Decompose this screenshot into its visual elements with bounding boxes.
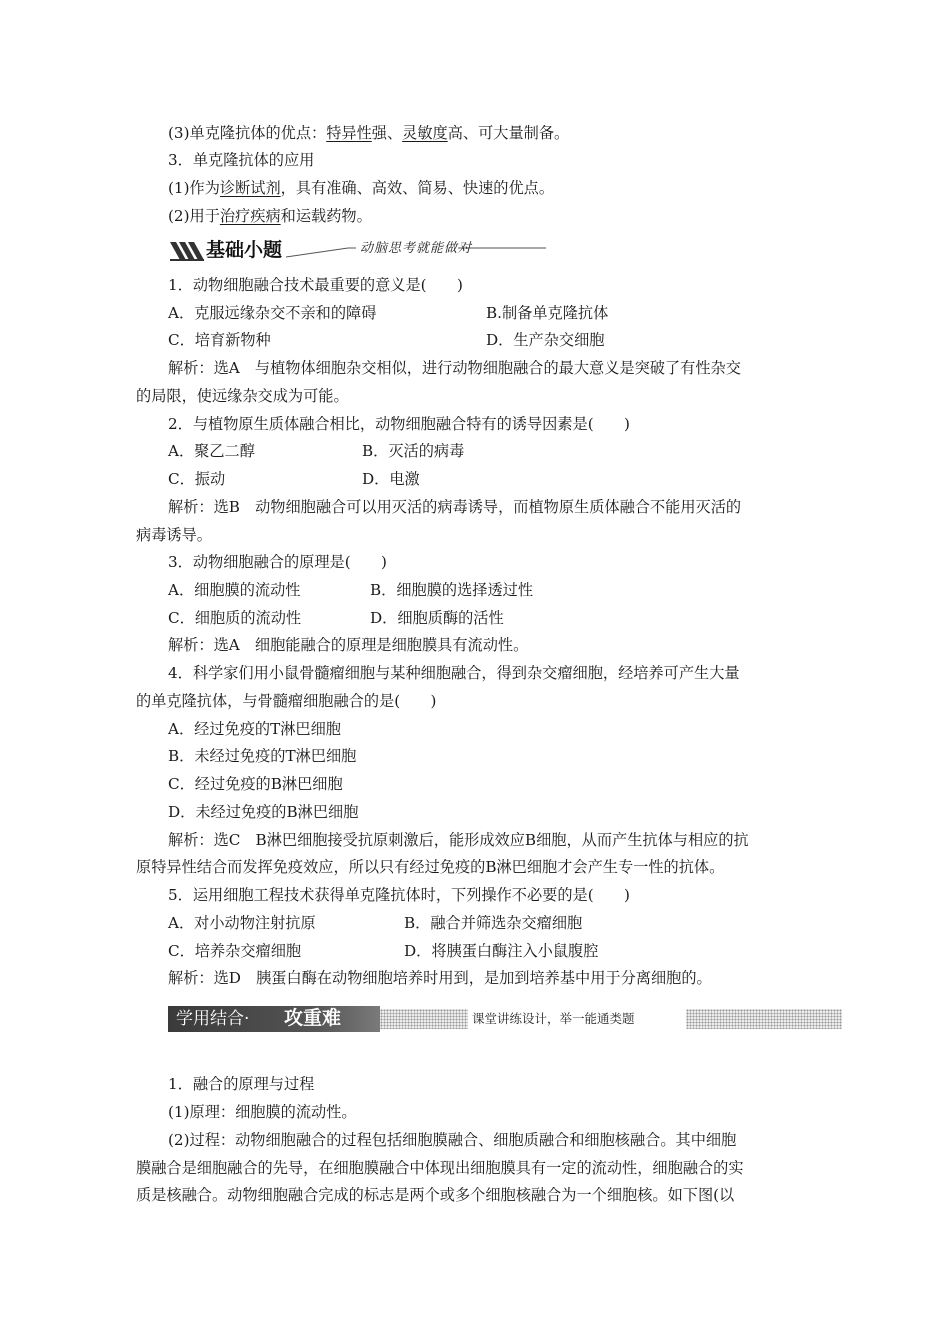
question-3-option-b: B．细胞膜的选择透过性 xyxy=(370,581,534,599)
question-1-option-c: C．培育新物种 xyxy=(168,331,271,349)
text: 和运载药物。 xyxy=(280,207,372,225)
question-4-option-d: D．未经过免疫的B淋巴细胞 xyxy=(168,803,359,821)
text: 强、 xyxy=(371,124,403,142)
underlined-text: 治疗疾病 xyxy=(219,207,281,225)
section-subtitle: 课堂讲练设计，举一能通类题 xyxy=(472,1011,635,1026)
question-1-option-d: D．生产杂交细胞 xyxy=(486,331,605,349)
question-5-explanation: 解析：选D 胰蛋白酶在动物细胞培养时用到，是加到培养基中用于分离细胞的。 xyxy=(168,969,712,987)
text: ，具有准确、高效、简易、快速的优点。 xyxy=(280,179,555,197)
underlined-text: 诊断试剂 xyxy=(219,179,281,197)
section-subtitle: 动脑思考就能做对 xyxy=(360,241,473,256)
question-5-option-b: B．融合并筛选杂交瘤细胞 xyxy=(404,914,583,932)
question-1-explanation: 解析：选A 与植物体细胞杂交相似，进行动物细胞融合的最大意义是突破了有性杂交 xyxy=(168,359,741,377)
body-principle: (1)原理：细胞膜的流动性。 xyxy=(168,1103,357,1121)
question-2-explanation-cont: 病毒诱导。 xyxy=(136,526,212,544)
question-4-explanation: 解析：选C B淋巴细胞接受抗原刺激后，能形成效应B细胞，从而产生抗体与相应的抗 xyxy=(168,831,749,849)
question-4-option-a: A．经过免疫的T淋巴细胞 xyxy=(168,720,341,738)
question-3-option-a: A．细胞膜的流动性 xyxy=(168,581,301,599)
question-3-explanation: 解析：选A 细胞能融合的原理是细胞膜具有流动性。 xyxy=(168,636,529,654)
question-2-option-b: B．灭活的病毒 xyxy=(362,442,465,460)
text: 高、可大量制备。 xyxy=(447,124,570,142)
question-3-option-d: D．细胞质酶的活性 xyxy=(370,609,504,627)
question-2-option-c: C．振动 xyxy=(168,470,226,488)
question-4-stem-cont: 的单克隆抗体，与骨髓瘤细胞融合的是( ) xyxy=(136,692,437,710)
body-process-line-2: 膜融合是细胞融合的先导，在细胞膜融合中体现出细胞膜具有一定的流动性，细胞融合的实 xyxy=(136,1159,744,1177)
body-heading-fusion: 1．融合的原理与过程 xyxy=(168,1075,315,1093)
intro-line-advantages xyxy=(168,122,569,144)
text: (1)作为 xyxy=(168,179,220,197)
question-2-option-d: D．电激 xyxy=(362,470,420,488)
question-2-stem: 2．与植物原生质体融合相比，动物细胞融合特有的诱导因素是( ) xyxy=(168,415,630,433)
question-4-option-b: B．未经过免疫的T淋巴细胞 xyxy=(168,747,357,765)
intro-line-diagnostic xyxy=(168,177,554,199)
section-title-prefix: 学用结合· xyxy=(176,1009,250,1029)
question-1-option-a: A．克服远缘杂交不亲和的障碍 xyxy=(168,304,377,322)
question-1-option-b: B.制备单克隆抗体 xyxy=(486,304,609,322)
question-2-explanation: 解析：选B 动物细胞融合可以用灭活的病毒诱导，而植物原生质体融合不能用灭活的 xyxy=(168,498,742,516)
question-3-option-c: C．细胞质的流动性 xyxy=(168,609,302,627)
question-4-explanation-cont: 原特异性结合而发挥免疫效应，所以只有经过免疫的B淋巴细胞才会产生专一性的抗体。 xyxy=(136,858,725,876)
question-5-option-a: A．对小动物注射抗原 xyxy=(168,914,316,932)
question-3-stem: 3．动物细胞融合的原理是( ) xyxy=(168,553,387,571)
text: (3)单克隆抗体的优点： xyxy=(168,124,327,142)
intro-line-treatment xyxy=(168,205,372,227)
text: (2)用于 xyxy=(168,207,220,225)
section-title-main: 攻重难 xyxy=(284,1007,342,1029)
section-banner-application xyxy=(168,1006,842,1034)
body-process-line-3: 质是核融合。动物细胞融合完成的标志是两个或多个细胞核融合为一个细胞核。如下图(以 xyxy=(136,1186,735,1204)
question-2-option-a: A．聚乙二醇 xyxy=(168,442,255,460)
underlined-text: 特异性 xyxy=(326,124,372,142)
question-5-stem: 5．运用细胞工程技术获得单克隆抗体时，下列操作不必要的是( ) xyxy=(168,886,630,904)
section-title: 基础小题 xyxy=(206,239,283,261)
question-1-stem: 1．动物细胞融合技术最重要的意义是( ) xyxy=(168,276,463,294)
question-4-stem: 4．科学家们用小鼠骨髓瘤细胞与某种细胞融合，得到杂交瘤细胞，经培养可产生大量 xyxy=(168,664,740,682)
question-4-option-c: C．经过免疫的B淋巴细胞 xyxy=(168,775,343,793)
section-banner-basic xyxy=(168,236,548,264)
question-1-explanation-cont: 的局限，使远缘杂交成为可能。 xyxy=(136,387,349,405)
question-5-option-d: D．将胰蛋白酶注入小鼠腹腔 xyxy=(404,942,599,960)
question-5-option-c: C．培养杂交瘤细胞 xyxy=(168,942,302,960)
underlined-text: 灵敏度 xyxy=(402,124,448,142)
intro-heading-applications: 3．单克隆抗体的应用 xyxy=(168,151,315,169)
body-process-line-1: (2)过程：动物细胞融合的过程包括细胞膜融合、细胞质融合和细胞核融合。其中细胞 xyxy=(168,1131,737,1149)
